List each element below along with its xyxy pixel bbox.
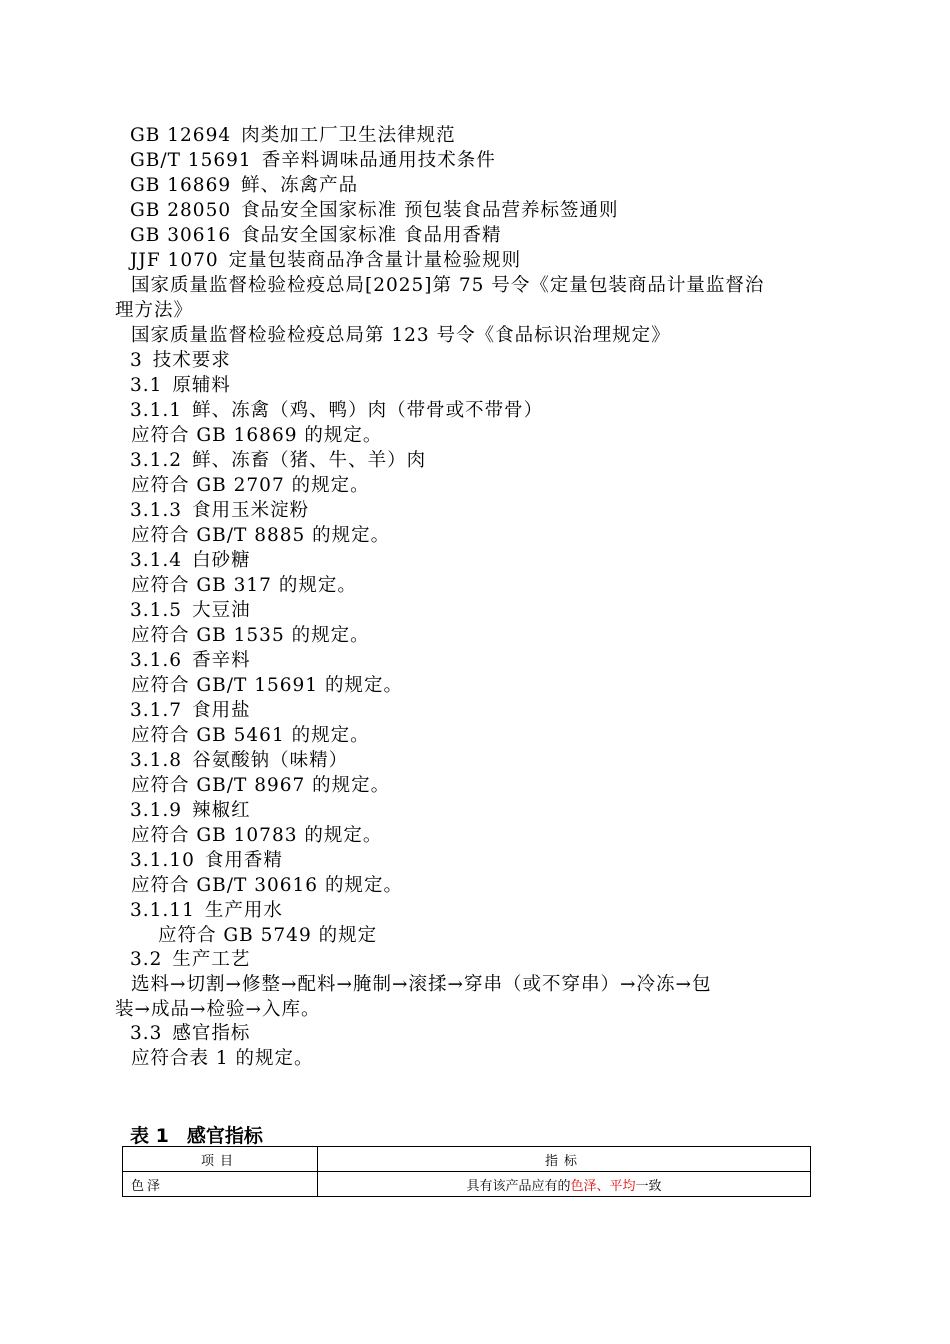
material-heading [130, 698, 251, 723]
section-number: 3.1.11 [130, 900, 195, 921]
order-75-line2: 理方法》 [115, 300, 194, 321]
material-requirement: 应符合 GB 5461 的规定。 [131, 725, 370, 746]
material-heading [130, 748, 348, 773]
section-title: 香辛料 [192, 650, 251, 671]
material-heading [130, 598, 251, 623]
process-flow-line1: 选料→切割→修整→配料→腌制→滚揉→穿串（或不穿串）→冷冻→包 [131, 974, 712, 995]
section-number: 3.1.1 [130, 400, 183, 421]
ref-code: GB 12694 [130, 125, 232, 146]
ref-title: 香辛料调味品通用技术条件 [261, 150, 496, 171]
section-3-2-heading [130, 947, 250, 972]
section-3-1-heading [130, 373, 231, 398]
material-heading [130, 848, 283, 873]
table-header-row [123, 1147, 811, 1172]
section-title: 感官指标 [172, 1023, 251, 1044]
ref-code: JJF 1070 [130, 250, 219, 271]
material-requirement: 应符合 GB 5749 的规定 [158, 925, 378, 946]
material-requirement: 应符合 GB/T 15691 的规定。 [131, 675, 403, 696]
material-requirement: 应符合 GB/T 8967 的规定。 [131, 775, 391, 796]
material-requirement: 应符合 GB 2707 的规定。 [131, 475, 370, 496]
section-number: 3.1.7 [130, 700, 183, 721]
value-tail: 一致 [635, 1178, 662, 1194]
value-highlight: 色泽、平均 [570, 1178, 636, 1194]
section-title: 辣椒红 [192, 800, 251, 821]
ref-line [130, 223, 502, 248]
order-75-line1: 国家质量监督检验检疫总局[2025]第 75 号令《定量包装商品计量监督治 [131, 275, 765, 296]
ref-line [130, 198, 619, 223]
table-caption: 感官指标 [186, 1125, 263, 1147]
process-flow-line2: 装→成品→检验→入库。 [115, 999, 321, 1020]
material-requirement: 应符合 GB/T 8885 的规定。 [131, 525, 391, 546]
material-heading [130, 398, 543, 423]
sensory-table [122, 1146, 811, 1197]
section-title: 食用盐 [192, 700, 251, 721]
ref-code: GB 28050 [130, 200, 232, 221]
section-title: 白砂糖 [192, 550, 251, 571]
material-requirement: 应符合 GB 1535 的规定。 [131, 625, 370, 646]
section-number: 3.1.4 [130, 550, 183, 571]
section-title: 技术要求 [152, 350, 231, 371]
material-requirement: 应符合 GB 317 的规定。 [131, 575, 357, 596]
section-title: 原辅料 [172, 375, 231, 396]
section-number: 3.1.3 [130, 500, 183, 521]
ref-title: 食品安全国家标准 食品用香精 [241, 225, 502, 246]
material-heading [130, 448, 426, 473]
section-title: 大豆油 [192, 600, 251, 621]
section-number: 3.1.2 [130, 450, 183, 471]
header-item: 项目 [123, 1147, 318, 1172]
material-requirement: 应符合 GB 16869 的规定。 [131, 425, 383, 446]
ref-code: GB 16869 [130, 175, 232, 196]
section-number: 3.1.5 [130, 600, 183, 621]
ref-title: 食品安全国家标准 预包装食品营养标签通则 [241, 200, 619, 221]
material-heading [130, 898, 283, 923]
table-label: 表 1 [130, 1125, 169, 1147]
section-3-heading [130, 348, 231, 373]
section-title: 食用玉米淀粉 [192, 500, 310, 521]
table-row [123, 1172, 811, 1197]
section-title: 生产用水 [204, 900, 283, 921]
section-number: 3.1.9 [130, 800, 183, 821]
section-number: 3.1.8 [130, 750, 183, 771]
section-number: 3.1.6 [130, 650, 183, 671]
row-value [318, 1172, 811, 1197]
header-index: 指标 [318, 1147, 811, 1172]
section-number: 3.1.10 [130, 850, 195, 871]
value-plain: 具有该产品应有的 [466, 1178, 571, 1194]
material-heading [130, 798, 251, 823]
section-3-3-requirement: 应符合表 1 的规定。 [131, 1048, 314, 1069]
section-title: 谷氨酸钠（味精） [192, 750, 349, 771]
ref-line [130, 248, 521, 273]
ref-line [130, 123, 456, 148]
section-3-3-heading [130, 1021, 250, 1046]
ref-title: 定量包装商品净含量计量检验规则 [228, 250, 522, 271]
section-number: 3.3 [130, 1023, 163, 1044]
row-item: 色泽 [123, 1172, 318, 1197]
section-number: 3 [130, 350, 143, 371]
ref-title: 鲜、冻禽产品 [241, 175, 359, 196]
material-heading [130, 498, 309, 523]
table-title [130, 1121, 263, 1148]
material-requirement: 应符合 GB/T 30616 的规定。 [131, 875, 403, 896]
order-123: 国家质量监督检验检疫总局第 123 号令《食品标识治理规定》 [131, 325, 671, 346]
section-title: 鲜、冻禽（鸡、鸭）肉（带骨或不带骨） [192, 400, 544, 421]
ref-line [130, 148, 496, 173]
ref-line [130, 173, 358, 198]
section-title: 鲜、冻畜（猪、牛、羊）肉 [192, 450, 427, 471]
section-title: 食用香精 [204, 850, 283, 871]
material-requirement: 应符合 GB 10783 的规定。 [131, 825, 383, 846]
ref-title: 肉类加工厂卫生法律规范 [241, 125, 456, 146]
material-heading [130, 548, 251, 573]
section-title: 生产工艺 [172, 949, 251, 970]
section-number: 3.1 [130, 375, 163, 396]
section-number: 3.2 [130, 949, 163, 970]
ref-code: GB 30616 [130, 225, 232, 246]
material-heading [130, 648, 251, 673]
ref-code: GB/T 15691 [130, 150, 252, 171]
